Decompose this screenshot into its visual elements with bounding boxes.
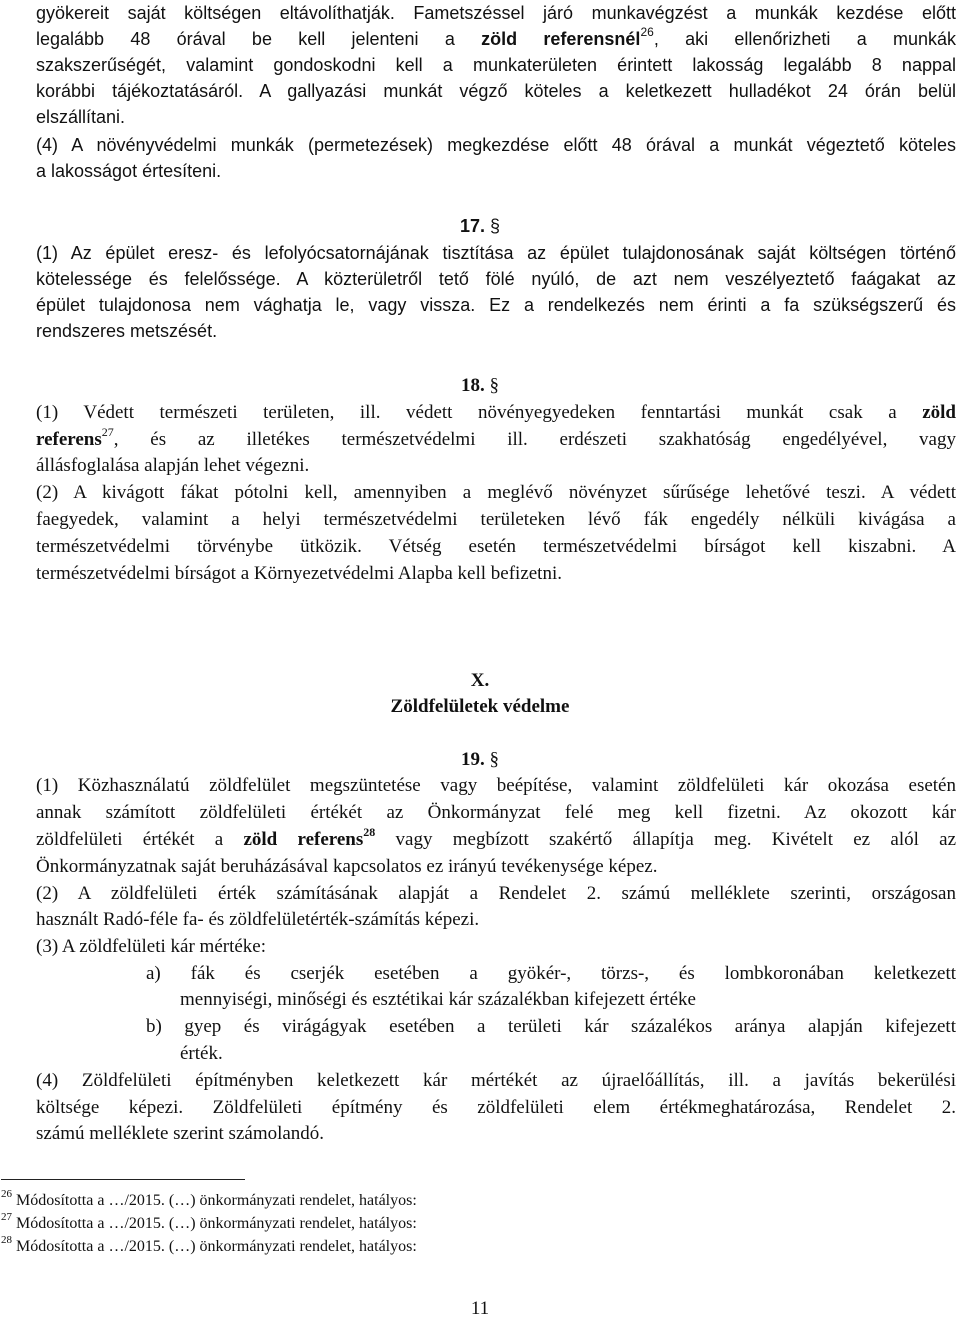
text-line: zöldfelületi értékét a zöld referens$^{28}$ vagy megbízott szakértő állapítja meg. Kivételt ez alól az	[36, 824, 957, 850]
text-line: használt Radó-féle fa- és zöldfelületérték-számítás képezi.	[36, 909, 480, 930]
zold-referens-term: zöld referens	[243, 829, 364, 850]
list-item-b: b) gyep és virágágyak esetében a területi kár százalékos aránya alapján kifejezett	[146, 1016, 956, 1037]
list-item-a: a) fák és cserjék esetében a gyökér-, törzs-, és lombkoronában keletkezett	[146, 963, 956, 984]
text-line: kötelessége és felelőssége. A közterületről tető fölé nyúló, de azt nem veszélyeztető faágakat az	[36, 269, 956, 289]
text-line: természetvédelmi bírságot a Környezetvédelmi Alapba kell befizetni.	[36, 563, 562, 584]
chapter-number: X.	[470, 670, 490, 691]
section-heading-17: 17. §	[459, 216, 501, 236]
text-line: faegyedek, valamint a helyi természetvédelmi területeken lévő fák engedély nélküli kivágása a	[36, 509, 956, 530]
page-number: 11	[470, 1298, 490, 1319]
list-item-a-cont: mennyiségi, minőségi és esztétikai kár százalékban kifejezett értéke	[180, 989, 696, 1010]
section-heading-18: 18. §	[461, 375, 499, 396]
text-line: elszállítani.	[36, 107, 126, 127]
footnote-ref: 28	[363, 824, 376, 839]
text-line: (4) A növényvédelmi munkák (permetezések) megkezdése előtt 48 órával a munkát végeztető köteles	[36, 135, 956, 155]
text-line: (3) A zöldfelületi kár mértéke:	[36, 936, 267, 957]
footnote-separator	[1, 1179, 245, 1180]
text-line: annak számított zöldfelületi értékét az Önkormányzat felé meg kell fizetni. Az okozott kár	[36, 802, 956, 823]
zold-referens-term: referens	[36, 429, 102, 450]
text-line: rendszeres metszését.	[36, 321, 218, 341]
text-line: a lakosságot értesíteni.	[36, 161, 222, 181]
text-line: (4) Zöldfelületi építményben keletkezett kár mértékét az újraelőállítás, ill. a javítás bekerülési	[36, 1070, 956, 1091]
text-line: szakszerűségét, valamint gondoskodni kell a munkaterületen érintett lakosság legalább 8 nappal	[36, 55, 956, 75]
text-line: korábbi tájékoztatásáról. A gallyazási munkát végző köteles a keletkezett hulladékot 24 órán belül	[36, 81, 956, 101]
chapter-title: Zöldfelületek védelme	[390, 696, 570, 717]
text-line: állásfoglalása alapján lehet végezni.	[36, 455, 310, 476]
zold-referens-term: zöld referensnél	[481, 29, 641, 49]
list-item-b-cont: érték.	[180, 1043, 223, 1064]
text-line: (1) Közhasználatú zöldfelület megszüntetése vagy beépítése, valamint zöldfelületi kár okozása esetén	[36, 775, 956, 796]
footnote: $^{27}$ Módosította a …/2015. (…) önkormányzati rendelet, hatályos:	[1, 1210, 417, 1232]
text-line: Önkormányzatnak saját beruházásával kapcsolatos ez irányú tevékenysége képez.	[36, 856, 658, 877]
text-line: (2) A kivágott fákat pótolni kell, amennyiben a meglévő növényzet sűrűsége lehetővé teszi. A védett	[36, 482, 956, 503]
text-line: legalább 48 órával be kell jelenteni a zöld referensnél$^{26}$, aki ellenőrizheti a munkák	[36, 25, 957, 49]
text-line: természetvédelmi törvénybe ütközik. Vétség esetén természetvédelmi bírságot kell kiszabni. A	[36, 536, 956, 557]
footnote-ref: 27	[101, 424, 114, 439]
text-line: költsége képezi. Zöldfelületi építmény és zöldfelületi elem értékmeghatározása, Rendelet 2.	[36, 1097, 956, 1118]
section-heading-19: 19. §	[461, 749, 499, 770]
footnote: $^{26}$ Módosította a …/2015. (…) önkormányzati rendelet, hatályos:	[1, 1187, 417, 1209]
text-line: (2) A zöldfelületi érték számításának alapját a Rendelet 2. számú melléklete szerinti, országosan	[36, 883, 956, 904]
footnote-ref: 26	[640, 25, 654, 39]
text-line: gyökereit saját költségen eltávolíthatják. Fametszéssel járó munkavégzést a munkák kezdése előtt	[36, 3, 956, 23]
footnote: $^{28}$ Módosította a …/2015. (…) önkormányzati rendelet, hatályos:	[1, 1233, 417, 1255]
text-line: számú melléklete szerint számolandó.	[36, 1123, 325, 1144]
text-line: épület tulajdonosa nem vághatja le, vagy vissza. Ez a rendelkezés nem érinti a fa szükségszerű és	[36, 295, 956, 315]
text-line: (1) Az épület eresz- és lefolyócsatornájának tisztítása az épület tulajdonosának saját költségen történő	[36, 243, 956, 263]
text-line: referens$^{27}$, és az illetékes természetvédelmi ill. erdészeti szakhatóság engedélyével, vagy	[36, 424, 956, 450]
text-line: (1) Védett természeti területen, ill. védett növényegyedeken fenntartási munkát csak a zöld	[36, 402, 956, 423]
